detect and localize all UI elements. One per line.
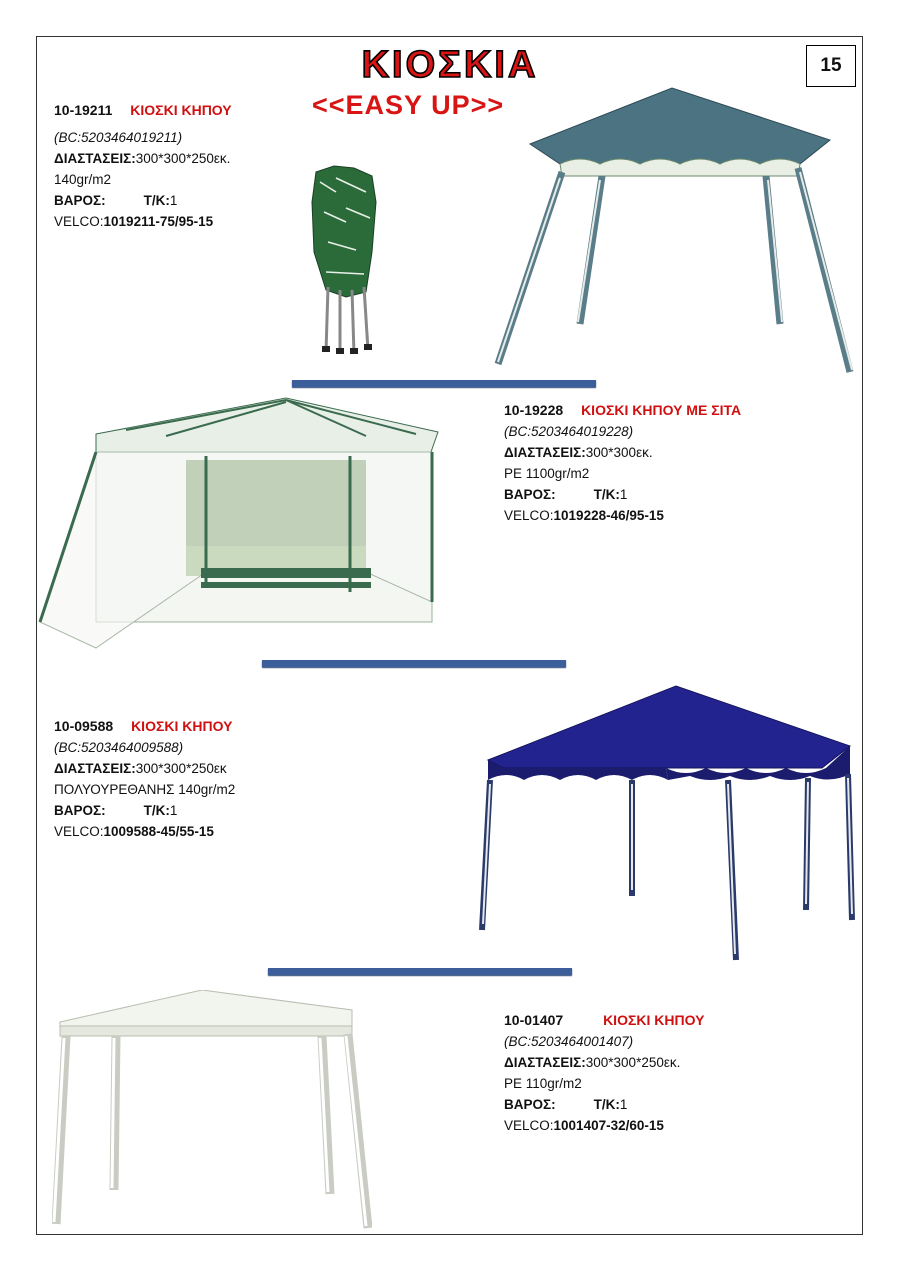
tk-label: Τ/Κ: [593,487,620,502]
page-number: 15 [806,45,856,87]
blue-gazebo-image [476,684,860,964]
product-barcode: (BC:5203464001407) [504,1034,634,1049]
white-gazebo-image [52,990,372,1232]
product-code: 10-09588 [54,718,114,734]
section-divider [268,968,572,975]
product-4-info [504,1010,704,1136]
dimensions-label: ΔΙΑΣΤΑΣΕΙΣ: [54,151,136,166]
product-material: 140gr/m2 [54,172,112,187]
product-barcode: (BC:5203464019211) [54,130,183,145]
product-2-header [504,400,741,421]
product-name: ΚΙΟΣΚΙ ΚΗΠΟΥ [130,102,232,118]
velco-label: VELCO: [54,214,104,229]
product-dimensions: 300*300*250εκ [135,761,227,776]
product-material: PE 110gr/m2 [504,1076,582,1091]
velco-code: 1019228-46/95-15 [553,508,664,523]
folded-gazebo-image [306,162,381,360]
product-dimensions: 300*300*250εκ. [585,1055,681,1070]
page-title [300,44,600,86]
svg-text:ΚΙΟΣΚΙΑ: ΚΙΟΣΚΙΑ [361,44,539,86]
product-dimensions: 300*300*250εκ. [135,151,231,166]
section-divider [292,380,596,387]
dimensions-label: ΔΙΑΣΤΑΣΕΙΣ: [504,1055,586,1070]
section-divider [262,660,566,667]
gazebo-with-net-image [36,396,446,658]
product-code: 10-19211 [54,102,113,118]
velco-label: VELCO: [504,508,554,523]
product-1-header [54,100,232,121]
dimensions-label: ΔΙΑΣΤΑΣΕΙΣ: [54,761,136,776]
dimensions-label: ΔΙΑΣΤΑΣΕΙΣ: [504,445,586,460]
product-2-info [504,400,741,526]
page-subtitle: <<EASY UP>> [312,90,505,120]
tk-label: Τ/Κ: [593,1097,620,1112]
product-name: ΚΙΟΣΚΙ ΚΗΠΟΥ [603,1012,705,1028]
product-dimensions: 300*300εκ. [585,445,653,460]
weight-label: ΒΑΡΟΣ: [504,1097,556,1112]
product-3-info [54,716,235,842]
tk-value: 1 [619,487,628,502]
velco-label: VELCO: [54,824,104,839]
velco-code: 1009588-45/55-15 [103,824,214,839]
product-name: ΚΙΟΣΚΙ ΚΗΠΟΥ ΜΕ ΣΙΤΑ [581,402,742,418]
weight-label: ΒΑΡΟΣ: [54,803,106,818]
product-name: ΚΙΟΣΚΙ ΚΗΠΟΥ [131,718,233,734]
velco-code: 1001407-32/60-15 [553,1118,664,1133]
tk-label: Τ/Κ: [143,193,170,208]
product-1-info [54,100,232,232]
gazebo-easyup-image [490,84,862,374]
product-barcode: (BC:5203464009588) [54,740,184,755]
product-4-header [504,1010,704,1031]
tk-value: 1 [619,1097,628,1112]
weight-label: ΒΑΡΟΣ: [54,193,106,208]
product-barcode: (BC:5203464019228) [504,424,634,439]
product-material: PE 1100gr/m2 [504,466,590,481]
product-code: 10-19228 [504,402,564,418]
tk-value: 1 [169,803,178,818]
product-3-header [54,716,235,737]
velco-label: VELCO: [504,1118,554,1133]
tk-label: Τ/Κ: [143,803,170,818]
product-material: ΠΟΛΥΟΥΡΕΘΑΝΗΣ 140gr/m2 [54,782,236,797]
product-code: 10-01407 [504,1012,564,1028]
weight-label: ΒΑΡΟΣ: [504,487,556,502]
velco-code: 1019211-75/95-15 [103,214,214,229]
tk-value: 1 [169,193,178,208]
